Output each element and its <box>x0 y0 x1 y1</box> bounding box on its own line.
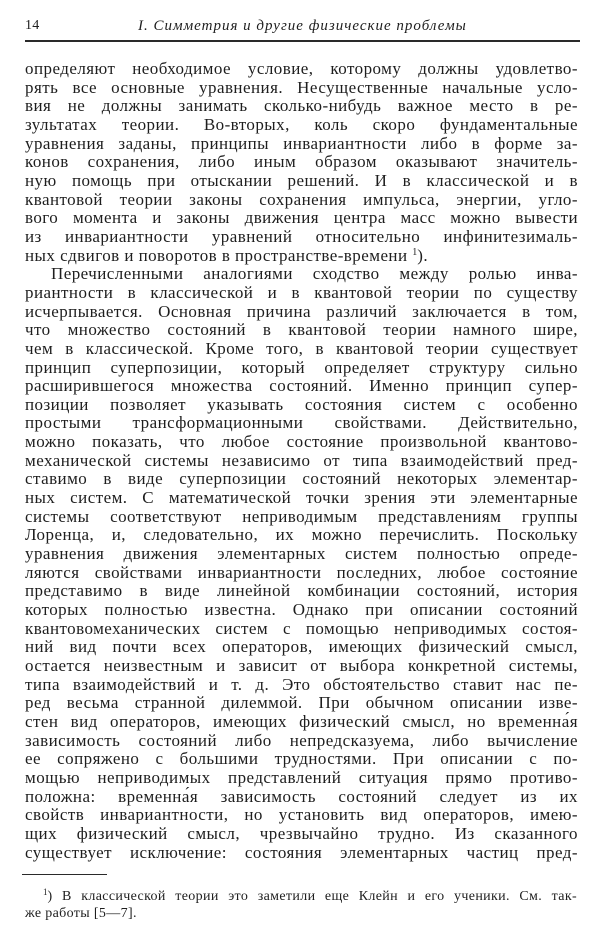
text-line: системы соответствуют неприводимым представлениям группы <box>25 506 578 526</box>
text-line: риантности в классической и в квантовой теории по существу <box>25 282 578 302</box>
text-line: существует исключение: состояния элементарных частиц пред- <box>25 842 578 862</box>
text-line: ред весьма странной дилеммой. При обычном описании изве- <box>25 693 578 713</box>
text-line: что множество состояний в квантовой теории намного шире, <box>25 320 578 340</box>
header-rule-divider <box>25 40 580 42</box>
body-text <box>25 60 578 862</box>
text-line: конов сохранения, либо иным образом оказывают значитель- <box>25 152 578 172</box>
footnote-line <box>25 889 577 906</box>
text-line: ее сопряжено с большими трудностями. При описании с по- <box>25 749 578 769</box>
text-line: механической системы независимо от типа взаимодействий пред- <box>25 450 578 470</box>
text-line-content: ных сдвигов и поворотов в пространстве-времени <box>25 245 413 265</box>
text-line: уравнения движения элементарных систем полностью опреде- <box>25 544 578 564</box>
text-line: принцип суперпозиции, который определяет структуру сильно <box>25 357 578 377</box>
text-line: исчерпывается. Основная причина различий заключается в том, <box>25 301 578 321</box>
text-line: позиции позволяет указывать состояния систем с особенно <box>25 394 578 414</box>
text-line: представимо в виде линейной комбинации состояний, история <box>25 581 578 601</box>
footnote-marker: 1 <box>43 887 48 897</box>
text-line-paragraph-end <box>25 247 578 266</box>
text-line: ных систем. С математической точки зрения эти элементарные <box>25 488 578 508</box>
text-line: определяют необходимое условие, которому должны удовлетво- <box>25 59 578 78</box>
text-line: из инвариантности уравнений относительно инфинитезималь- <box>25 226 578 246</box>
text-line: можно показать, что любое состояние произвольной квантово- <box>25 432 578 452</box>
footnote-line: же работы [5—7]. <box>25 905 137 921</box>
footnotes <box>25 889 577 922</box>
text-line: свойств инвариантности, но установить вид операторов, имею- <box>25 805 578 825</box>
page-number: 14 <box>25 18 40 33</box>
text-line: ний вид почти всех операторов, имеющих физический смысл, <box>25 637 578 657</box>
text-line: ставимо в виде суперпозиции состояний некоторых элементар- <box>25 469 578 489</box>
text-line: простыми трансформационными свойствами. Действительно, <box>25 413 578 433</box>
paragraph-1 <box>25 60 578 265</box>
footnote-reference-marker: 1 <box>412 246 418 258</box>
text-line: стен вид операторов, имеющих физический смысл, но временна́я <box>25 711 578 731</box>
text-line: типа взаимодействий и т. д. Это обстоятельство ставит нас пе- <box>25 674 578 694</box>
footnote-separator-rule <box>22 874 107 875</box>
text-line: вия не должны занимать сколько-нибудь важное место в ре- <box>25 96 578 116</box>
footnote-reference-suffix: ). <box>417 245 429 265</box>
text-line: чем в классической. Кроме того, в квантовой теории существует <box>25 338 578 358</box>
text-line: которых полностью известна. Однако при описании состояний <box>25 600 578 620</box>
text-line: рять все основные уравнения. Несущественные начальные усло- <box>25 77 578 97</box>
text-line: вого момента и законы движения центра масс можно вывести <box>25 208 578 228</box>
text-line: расширившегося множества состояний. Именно принцип супер- <box>25 376 578 396</box>
text-line: квантовой теории законы сохранения импульса, энергии, угло- <box>25 189 578 209</box>
text-line: квантовомеханических систем с помощью неприводимых состоя- <box>25 618 578 638</box>
text-line: ную помощь при отыскании решений. И в классической и в <box>25 170 578 190</box>
paragraph-2 <box>25 265 578 862</box>
running-head: I. Симметрия и другие физические проблемы <box>138 18 467 34</box>
text-line: Лоренца, и, следовательно, их можно перечислить. Поскольку <box>25 525 578 545</box>
text-line: щих физический смысл, чрезвычайно трудно. Из сказанного <box>25 823 578 843</box>
text-line: положна: временна́я зависимость состояний следует из их <box>25 786 578 806</box>
text-line: уравнения заданы, принципы инвариантности либо в форме за- <box>25 133 578 153</box>
text-line: мощью неприводимых представлений ситуация прямо противо- <box>25 767 578 787</box>
text-line-paragraph-start: Перечисленными аналогиями сходство между ролью инва- <box>51 264 578 284</box>
text-line: ляются свойствами инвариантности последних, любое состояние <box>25 562 578 582</box>
text-line: остается неизвестным и зависит от выбора конкретной системы, <box>25 656 578 675</box>
text-line: зультатах теории. Во-вторых, коль скоро фундаментальные <box>25 114 578 134</box>
text-line: зависимость состояний либо непредсказуема, либо вычисление <box>25 730 578 750</box>
footnote-text: ) В классической теории это заметили еще Клейн и его ученики. См. так- <box>47 889 577 904</box>
